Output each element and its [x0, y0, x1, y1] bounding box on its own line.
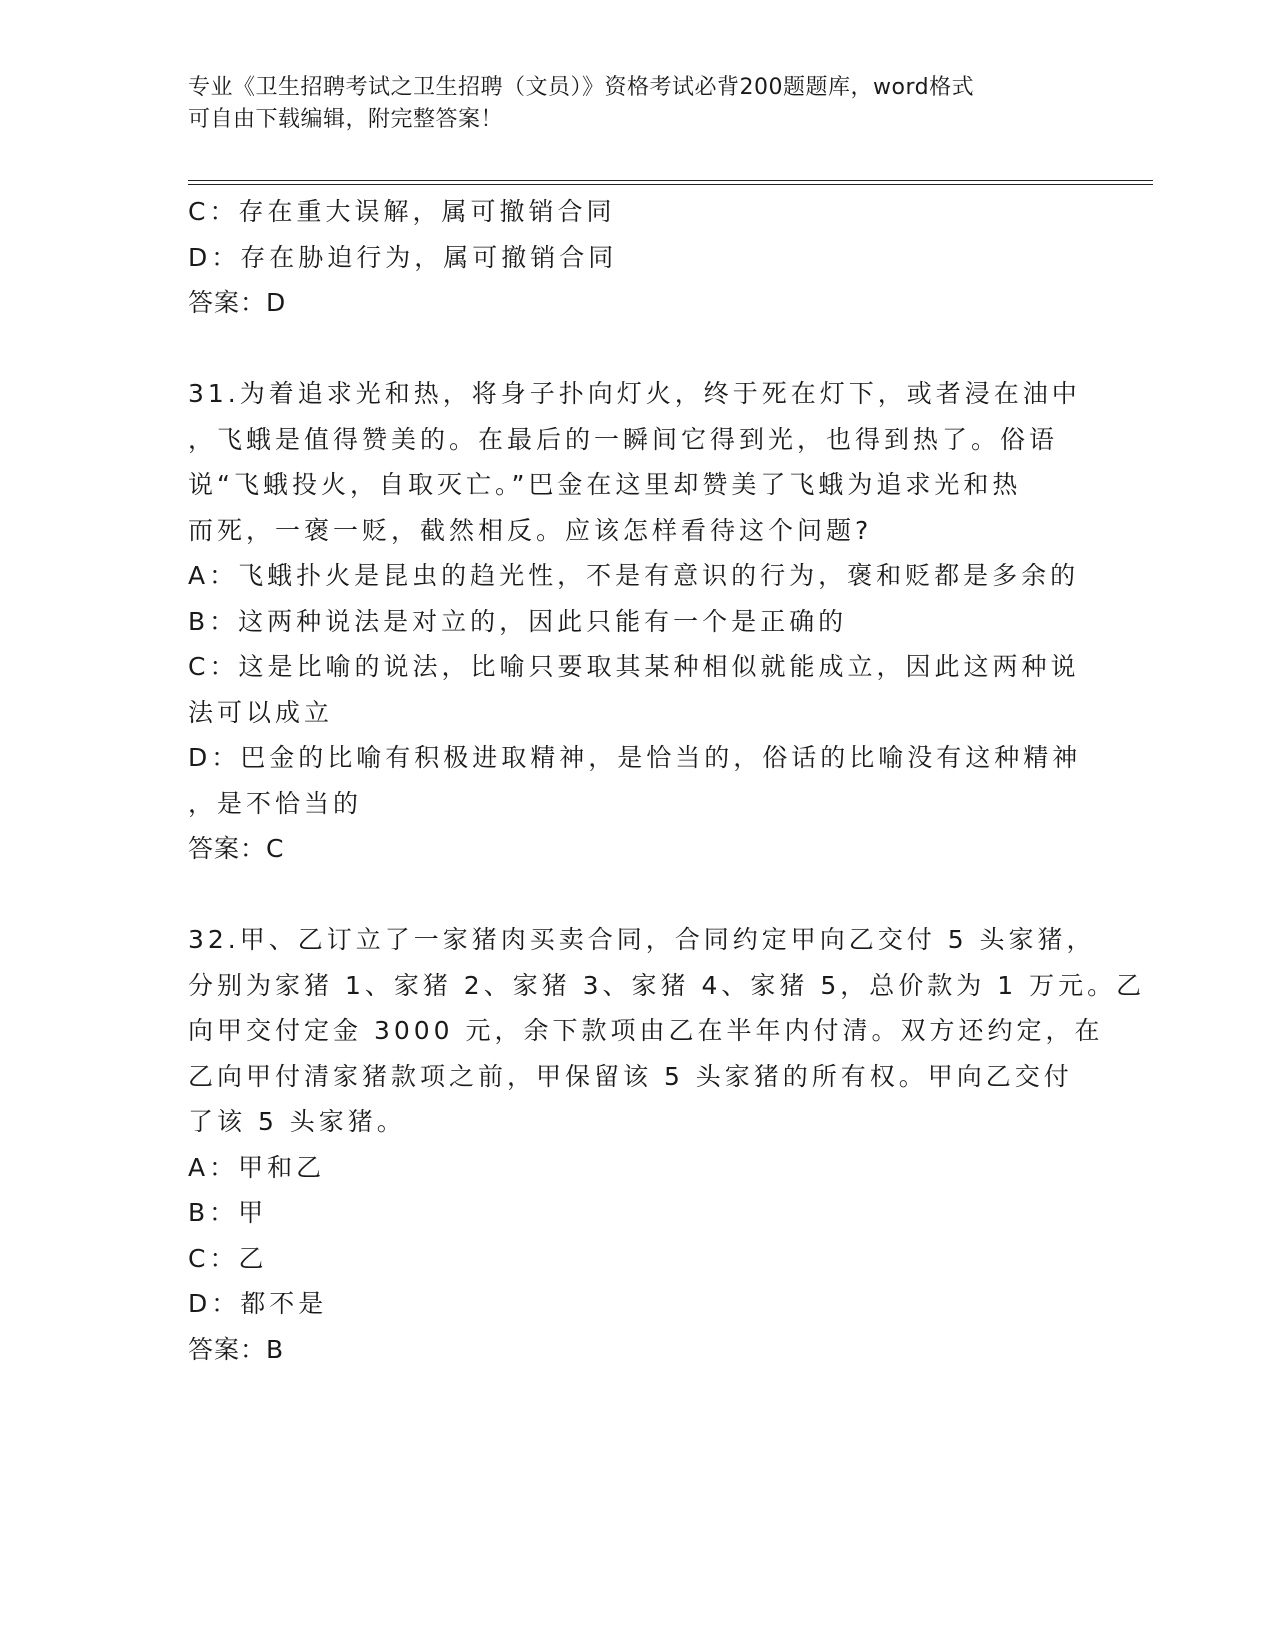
- prev-question-block: [188, 189, 1088, 326]
- option-c: C：乙: [188, 1243, 268, 1273]
- header-line-2: 可自由下载编辑，附完整答案！: [188, 107, 504, 132]
- question-31: [188, 371, 1088, 872]
- question-text-line: 而死，一褒一贬，截然相反。应该怎样看待这个问题?: [188, 515, 873, 545]
- option-d: D：巴金的比喻有积极进取精神，是恰当的，俗话的比喻没有这种精神: [188, 743, 1082, 772]
- option-c-continued: 法可以成立: [188, 697, 334, 727]
- answer-line: 答案：B: [188, 1334, 285, 1364]
- header-rule: [188, 180, 1153, 185]
- question-text-line: 乙向甲付清家猪款项之前，甲保留该 5 头家猪的所有权。甲向乙交付: [188, 1061, 1073, 1091]
- page-header: [188, 72, 1068, 136]
- answer-line: 答案：D: [188, 288, 287, 317]
- option-d: D：存在胁迫行为，属可撤销合同: [188, 242, 618, 272]
- option-c: C：这是比喻的说法，比喻只要取其某种相似就能成立，因此这两种说: [188, 652, 1080, 681]
- question-text-line: 说“飞蛾投火，自取灭亡。”巴金在这里却赞美了飞蛾为追求光和热: [188, 470, 1022, 499]
- question-text-line: 向甲交付定金 3000 元，余下款项由乙在半年内付清。双方还约定，在: [188, 1016, 1104, 1045]
- question-text-line: 分别为家猪 1、家猪 2、家猪 3、家猪 4、家猪 5，总价款为 1 万元。乙: [188, 970, 1146, 1000]
- header-line-1: 专业《卫生招聘考试之卫生招聘（文员）》资格考试必背200题题库，word格式: [188, 75, 975, 100]
- option-d: D：都不是: [188, 1289, 328, 1318]
- option-a: A：飞蛾扑火是昆虫的趋光性，不是有意识的行为，褒和贬都是多余的: [188, 561, 1080, 590]
- question-text-line: 31.为着追求光和热，将身子扑向灯火，终于死在灯下，或者浸在油中: [188, 379, 1081, 408]
- spacer: [188, 872, 1088, 918]
- question-content: [188, 189, 1146, 1372]
- option-c: C：存在重大误解，属可撤销合同: [188, 197, 616, 226]
- question-text-line: 32.甲、乙订立了一家猪肉买卖合同，合同约定甲向乙交付 5 头家猪，: [188, 925, 1096, 954]
- option-b: B：这两种说法是对立的，因此只能有一个是正确的: [188, 606, 848, 636]
- option-b: B：甲: [188, 1198, 268, 1227]
- option-d-continued: ，是不恰当的: [188, 788, 363, 818]
- question-32: [188, 917, 1146, 1372]
- spacer: [188, 326, 1088, 372]
- answer-line: 答案：C: [188, 834, 285, 863]
- question-text-line: 了该 5 头家猪。: [188, 1107, 406, 1136]
- option-a: A：甲和乙: [188, 1152, 326, 1182]
- question-text-line: ，飞蛾是值得赞美的。在最后的一瞬间它得到光，也得到热了。俗语: [188, 424, 1059, 454]
